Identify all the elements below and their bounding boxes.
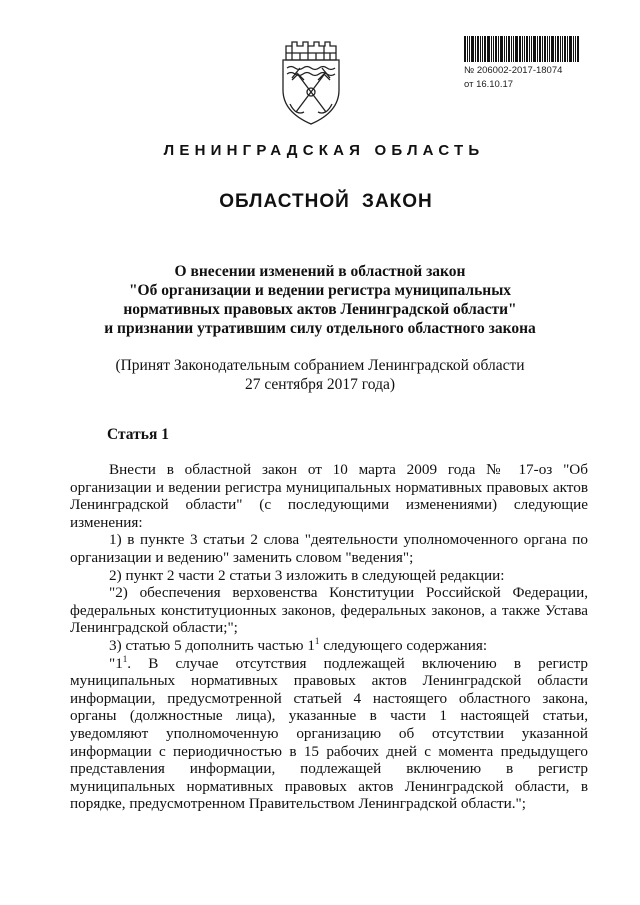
barcode-bar: [515, 36, 518, 62]
paragraph-text: "1: [109, 654, 123, 672]
title-line: "Об организации и ведении регистра муниципальных: [128, 282, 512, 299]
barcode-bar: [522, 36, 523, 62]
barcode-bar: [567, 36, 568, 62]
barcode-bar: [464, 36, 466, 62]
barcode-bar: [557, 36, 559, 62]
barcode-bar: [575, 36, 576, 62]
paragraph-text: 3) статью 5 дополнить частью 1: [109, 636, 315, 654]
paragraph: Внести в областной закон от 10 марта 2009 года № 17-оз "Об организации и ведении регистра муниципальных нормативных правовых актов Ленинградской области" (с последующими изменениями) следующие изменения:: [70, 461, 588, 531]
paragraph: "2) обеспечения верховенства Конституции Российской Федерации, федеральных конституционных законов, федеральных законов, а также Устава Ленинградской области;";: [70, 584, 588, 637]
barcode-bar: [493, 36, 494, 62]
title-line: О внесении изменений в областной закон: [174, 263, 466, 280]
barcode-bar: [484, 36, 486, 62]
barcode-bar: [511, 36, 512, 62]
barcode-bar: [533, 36, 536, 62]
registration-number: № 206002-2017-18074: [464, 65, 563, 76]
barcode-bar: [537, 36, 538, 62]
paragraph: 2) пункт 2 части 2 статьи 3 изложить в следующей редакции:: [109, 566, 505, 584]
superscript: 1: [314, 635, 320, 646]
barcode-bar: [569, 36, 572, 62]
barcode-bar: [498, 36, 499, 62]
adoption-line: 27 сентября 2017 года): [244, 376, 396, 393]
barcode-bar: [555, 36, 556, 62]
barcode-bar: [549, 36, 550, 62]
superscript: 1: [122, 653, 128, 664]
article-body: [70, 461, 588, 813]
barcode-bar: [573, 36, 574, 62]
coat-of-arms-emblem: [278, 38, 344, 128]
barcode-bar: [529, 36, 530, 62]
barcode-bar: [506, 36, 507, 62]
title-line: и признании утратившим силу отдельного областного закона: [104, 320, 536, 337]
barcode-bar: [519, 36, 521, 62]
adoption-line: (Принят Законодательным собранием Ленинградской области: [115, 357, 525, 374]
barcode-bar: [500, 36, 503, 62]
barcode-bar: [482, 36, 483, 62]
registration-block: [464, 36, 604, 92]
barcode: [464, 36, 598, 62]
paragraph: [70, 655, 588, 813]
paragraph-text: следующего содержания:: [319, 636, 488, 654]
barcode-bar: [547, 36, 548, 62]
barcode-bar: [469, 36, 470, 62]
barcode-bar: [544, 36, 546, 62]
document-type: ОБЛАСТНОЙ ЗАКОН: [219, 191, 433, 212]
barcode-bar: [480, 36, 481, 62]
barcode-bar: [471, 36, 474, 62]
barcode-bar: [467, 36, 468, 62]
barcode-bar: [508, 36, 510, 62]
title-line: нормативных правовых актов Ленинградской области": [123, 301, 517, 318]
paragraph: 1) в пункте 3 статьи 2 слова "деятельности уполномоченного органа по организации и ведению" заменить словом "ведения";: [70, 531, 588, 566]
barcode-bar: [504, 36, 505, 62]
barcode-bar: [524, 36, 525, 62]
barcode-bar: [487, 36, 490, 62]
region-name: ЛЕНИНГРАДСКАЯ ОБЛАСТЬ: [163, 142, 485, 159]
paragraph-text: . В случае отсутствия подлежащей включению в регистр муниципальных нормативных правовых актов Ленинградской области информации, предусмотренной статьей 4 настоящего областного закона, органы (должностные лица), указанные в части 1 настоящей статьи, уведомляют уполномоченную организацию об отсутствии указанной информации с периодичностью в 15 рабочих дней с момента предыдущего представления информации, подлежащей включению в регистр муниципальных нормативных правовых актов Ленинградской области, в порядке, предусмотренном Правительством Ленинградской области.";: [70, 654, 588, 813]
barcode-bar: [560, 36, 561, 62]
barcode-bar: [542, 36, 543, 62]
barcode-bar: [477, 36, 479, 62]
barcode-bar: [562, 36, 563, 62]
barcode-bar: [513, 36, 514, 62]
law-title: [60, 262, 580, 338]
registration-date: от 16.10.17: [464, 79, 514, 90]
paragraph: [70, 637, 588, 655]
barcode-bar: [577, 36, 579, 62]
adoption-note: [60, 356, 580, 394]
barcode-bar: [564, 36, 566, 62]
barcode-bar: [475, 36, 476, 62]
barcode-bar: [495, 36, 497, 62]
barcode-bar: [526, 36, 528, 62]
barcode-bar: [491, 36, 492, 62]
article-heading: Статья 1: [107, 426, 169, 443]
barcode-bar: [531, 36, 532, 62]
barcode-bar: [539, 36, 541, 62]
barcode-bar: [551, 36, 554, 62]
